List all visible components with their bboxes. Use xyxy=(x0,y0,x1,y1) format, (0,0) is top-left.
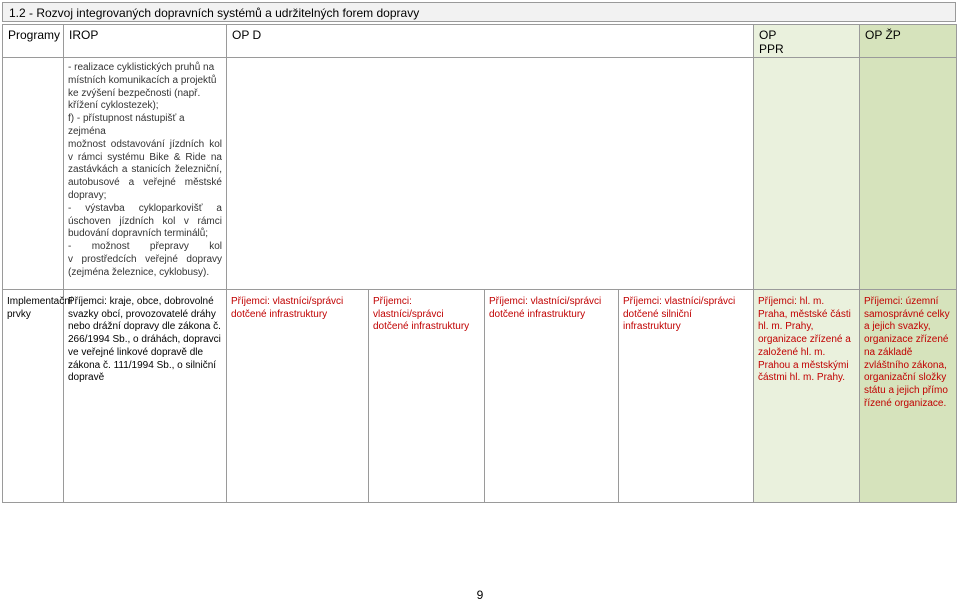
header-programy: Programy xyxy=(3,25,64,58)
implementation-label: Implementační prvky xyxy=(3,290,64,503)
desc-line: - realizace cyklistických pruhů na xyxy=(68,62,215,73)
header-oppp-line2: PPR xyxy=(759,42,784,56)
header-irop: IROP xyxy=(64,25,227,58)
implementation-oppp: Příjemci: hl. m. Praha, městské části hl. m. Prahy, organizace zřízené a založené hl. m. Prahou a městskými částmi hl. m. Prahy. xyxy=(754,290,860,503)
page-number: 9 xyxy=(476,588,484,602)
desc-line: autobusové a veřejné městské xyxy=(68,177,222,189)
header-oppp xyxy=(754,25,860,58)
desc-line: ke zvýšení bezpečnosti (např. xyxy=(68,87,201,99)
header-opzp: OP ŽP xyxy=(860,25,957,58)
implementation-opd-2: Příjemci: vlastníci/správci dotčené infrastruktury xyxy=(369,290,485,503)
desc-line: dopravy; xyxy=(68,189,107,201)
desc-line: (zejména železnice, cyklobusy). xyxy=(68,266,210,278)
desc-line: místních komunikacích a projektů xyxy=(68,74,217,86)
header-row xyxy=(3,25,957,58)
empty-cell xyxy=(227,58,754,290)
desc-line: v prostředcích veřejné dopravy xyxy=(68,253,222,265)
desc-line: možnost odstavování jízdních kol xyxy=(68,138,222,150)
implementation-irop: Příjemci: kraje, obce, dobrovolné svazky obcí, provozovatelé dráhy nebo drážní dopravy dle zákona č. 266/1994 Sb., o dráhách, dopravci ve veřejné linkové dopravě dle zákona č. 111/1994 Sb., o silniční dopravě xyxy=(64,290,227,503)
desc-line: zastávkách a stanicích železniční, xyxy=(68,164,222,176)
programs-table xyxy=(2,24,957,503)
header-opd: OP D xyxy=(227,25,754,58)
implementation-row xyxy=(3,290,957,503)
implementation-opzp: Příjemci: územní samosprávné celky a jejich svazky, organizace zřízené na základě zvláštního zákona, organizační složky státu a jejich přímo řízené organizace. xyxy=(860,290,957,503)
desc-line: - možnost přepravy kol xyxy=(68,241,222,253)
empty-cell xyxy=(860,58,957,290)
desc-line: - výstavba cykloparkovišť a xyxy=(68,202,222,214)
header-oppp-line1: OP xyxy=(759,28,777,42)
desc-line: v rámci systému Bike & Ride na xyxy=(68,151,222,163)
desc-line: f) - přístupnost nástupišť a zejména xyxy=(68,113,185,137)
empty-cell xyxy=(754,58,860,290)
desc-line: budování dopravních terminálů; xyxy=(68,228,209,240)
irop-description xyxy=(64,58,227,290)
desc-line: úschoven jízdních kol v rámci xyxy=(68,215,222,227)
desc-line: křížení cyklostezek); xyxy=(68,100,159,112)
irop-description-row xyxy=(3,58,957,290)
empty-cell xyxy=(3,58,64,290)
implementation-opd-3: Příjemci: vlastníci/správci dotčené infrastruktury xyxy=(485,290,619,503)
implementation-opd-4: Příjemci: vlastníci/správci dotčené silniční infrastruktury xyxy=(619,290,754,503)
implementation-opd-1: Příjemci: vlastníci/správci dotčené infrastruktury xyxy=(227,290,369,503)
section-title: 1.2 - Rozvoj integrovaných dopravních systémů a udržitelných forem dopravy xyxy=(2,2,956,22)
